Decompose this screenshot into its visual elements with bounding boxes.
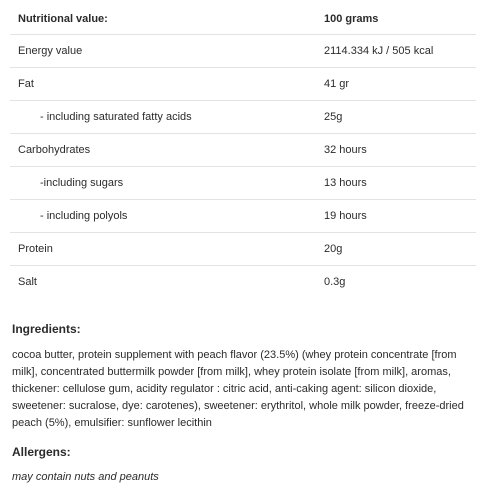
- nutrition-header-row: [10, 4, 476, 35]
- row-label-sugars: -including sugars: [10, 167, 324, 200]
- row-value-sugars: 13 hours: [324, 167, 476, 200]
- table-row: [10, 233, 476, 266]
- row-label-fat: Fat: [10, 68, 324, 101]
- row-value-fat: 41 gr: [324, 68, 476, 101]
- row-value-energy: 2114.334 kJ / 505 kcal: [324, 35, 476, 68]
- row-value-carbohydrates: 32 hours: [324, 134, 476, 167]
- row-label-carbohydrates: Carbohydrates: [10, 134, 324, 167]
- row-value-polyols: 19 hours: [324, 200, 476, 233]
- row-value-saturated-fat: 25g: [324, 101, 476, 134]
- table-row: [10, 101, 476, 134]
- table-row: [10, 266, 476, 299]
- table-row: [10, 35, 476, 68]
- table-row: [10, 167, 476, 200]
- row-value-protein: 20g: [324, 233, 476, 266]
- ingredients-text: cocoa butter, protein supplement with peach flavor (23.5%) (whey protein concentrate [from milk], concentrated buttermilk powder [from milk], whey protein isolate [from milk], aromas, thickener: cellulose gum, acidity regulator : citric acid, anti-caking agent: silicon dioxide, sweetener: sucralose, dye: carotenes), sweetener: erythritol, whole milk powder, freeze-dried peach (5%), emulsifier: sunflower lecithin: [12, 349, 464, 429]
- table-row: [10, 68, 476, 101]
- row-label-protein: Protein: [10, 233, 324, 266]
- ingredients-heading: Ingredients:: [12, 322, 81, 336]
- row-label-salt: Salt: [18, 276, 37, 288]
- allergens-heading: Allergens:: [12, 445, 71, 459]
- row-label-energy: Energy value: [10, 35, 324, 68]
- row-value-salt: 0.3g: [324, 276, 346, 288]
- allergens-text: may contain nuts and peanuts: [12, 471, 159, 483]
- row-label-polyols: - including polyols: [10, 200, 324, 233]
- table-row: [10, 134, 476, 167]
- nutrition-header-label: Nutritional value:: [10, 4, 324, 35]
- nutrition-table: [10, 4, 476, 298]
- table-row: [10, 200, 476, 233]
- row-label-saturated-fat: - including saturated fatty acids: [10, 101, 324, 134]
- nutrition-header-value: 100 grams: [324, 4, 476, 35]
